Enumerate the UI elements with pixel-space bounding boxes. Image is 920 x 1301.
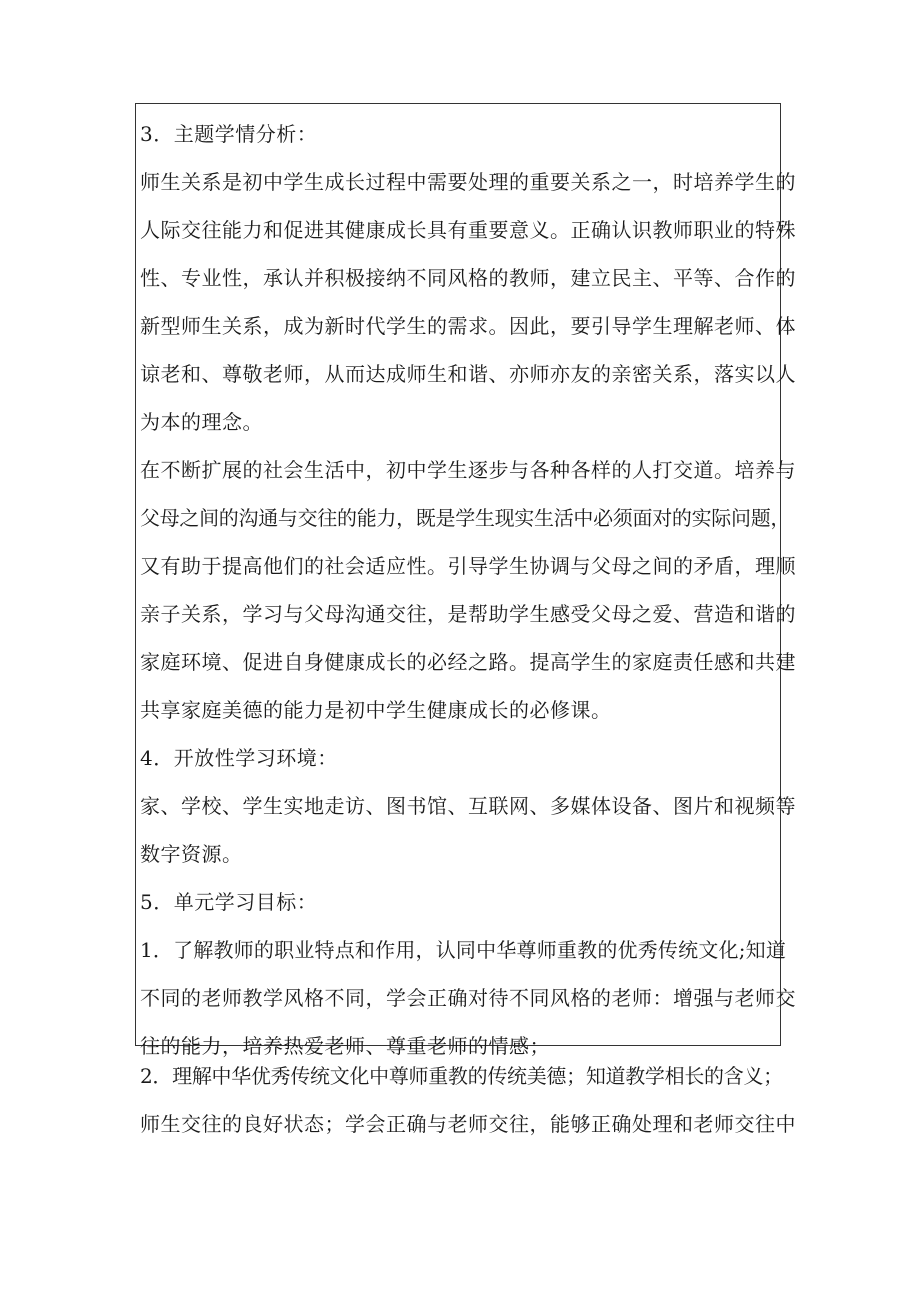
section-5-item1-line: 往的能力，培养热爱老师、尊重老师的情感；: [140, 1034, 550, 1058]
section-3-para2-line: 父母之间的沟通与交往的能力，既是学生现实生活中必须面对的实际问题，: [140, 506, 791, 530]
section-5-item1-line: 1．了解教师的职业特点和作用，认同中华尊师重教的优秀传统文化;知道: [140, 938, 787, 962]
section-3-para2-line: 共享家庭美德的能力是初中学生健康成长的必修课。: [140, 698, 612, 722]
table-cell-content: [140, 110, 800, 1070]
section-5-heading: 5．单元学习目标：: [140, 890, 318, 914]
section-3-para1-line: 新型师生关系，成为新时代学生的需求。因此，要引导学生理解老师、体: [140, 314, 796, 338]
section-3-heading: 3．主题学情分析：: [140, 122, 318, 146]
section-4-para-line: 数字资源。: [140, 842, 243, 866]
section-5-item2-line: 2．理解中华优秀传统文化中尊师重教的传统美德；知道教学相长的含义；: [140, 1064, 783, 1088]
section-4-para-line: 家、学校、学生实地走访、图书馆、互联网、多媒体设备、图片和视频等: [140, 794, 796, 818]
section-5-continued: [140, 1052, 800, 1148]
section-3-para2-line: 在不断扩展的社会生活中，初中学生逐步与各种各样的人打交道。培养与: [140, 458, 796, 482]
section-3-para1-line: 谅老和、尊敬老师，从而达成师生和谐、亦师亦友的亲密关系，落实以人: [140, 362, 796, 386]
section-3-para1-line: 为本的理念。: [140, 410, 263, 434]
section-3-para2-line: 亲子关系，学习与父母沟通交往，是帮助学生感受父母之爱、营造和谐的: [140, 602, 796, 626]
section-3-para2-line: 家庭环境、促进自身健康成长的必经之路。提高学生的家庭责任感和共建: [140, 650, 796, 674]
section-4-heading: 4．开放性学习环境：: [140, 746, 338, 770]
section-3-para2-line: 又有助于提高他们的社会适应性。引导学生协调与父母之间的矛盾，理顺: [140, 554, 796, 578]
section-3-para1-line: 师生关系是初中学生成长过程中需要处理的重要关系之一，时培养学生的: [140, 170, 796, 194]
section-3-para1-line: 性、专业性，承认并积极接纳不同风格的教师，建立民主、平等、合作的: [140, 266, 796, 290]
section-5-item2-line: 师生交往的良好状态；学会正确与老师交往，能够正确处理和老师交往中: [140, 1112, 796, 1136]
section-3-para1-line: 人际交往能力和促进其健康成长具有重要意义。正确认识教师职业的特殊: [140, 218, 796, 242]
section-5-item1-line: 不同的老师教学风格不同，学会正确对待不同风格的老师：增强与老师交: [140, 986, 796, 1010]
